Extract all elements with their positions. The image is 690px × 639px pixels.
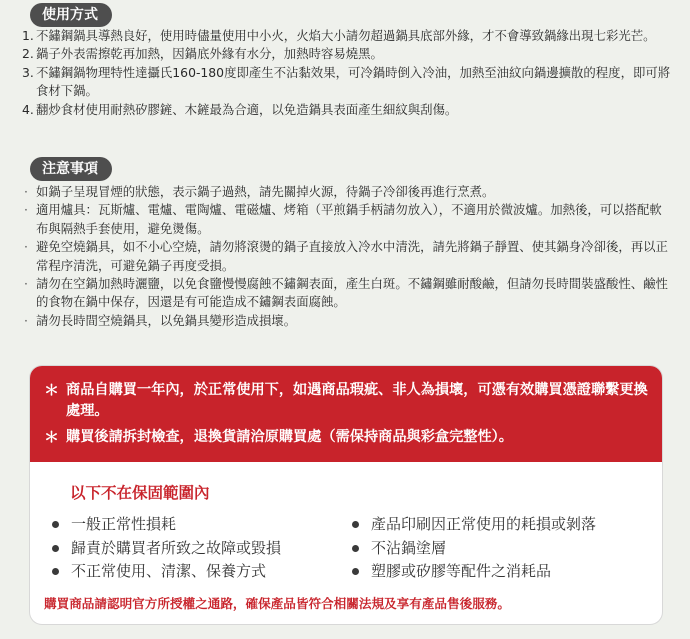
warranty-line <box>44 427 650 448</box>
usage-list <box>22 27 672 119</box>
list-text: 不鏽鋼鍋具導熱良好，使用時儘量使用中小火，火焰大小請勿超過鍋具底部外緣，才不會導致鍋緣出現七彩光芒。 <box>36 28 656 43</box>
list-item <box>22 101 672 119</box>
list-text: 避免空燒鍋具，如不小心空燒，請勿將滾燙的鍋子直接放入冷水中清洗，請先將鍋子靜置、使其鍋身冷卻後，再以正常程序清洗，可避免鍋子再度受損。 <box>36 239 668 273</box>
notes-list <box>22 183 672 330</box>
exclusion-text: 歸責於購買者所致之故障或毀損 <box>71 538 282 557</box>
bullet-icon <box>52 568 59 575</box>
exclusion-text: 一般正常性損耗 <box>71 515 177 533</box>
exclusions-list-right <box>352 513 596 584</box>
list-item <box>22 312 672 330</box>
list-item <box>52 560 281 584</box>
list-item <box>352 513 596 537</box>
authorized-channel-note: 購買商品請認明官方所授權之通路，確保產品皆符合相關法規及享有產品售後服務。 <box>44 596 510 611</box>
list-text: 不鏽鋼鍋物理特性達攝氏160-180度即產生不沾黏效果，可冷鍋時倒入冷油，加熱至油紋向鍋邊擴散的程度，即可將食材下鍋。 <box>36 64 671 99</box>
list-item <box>22 183 672 201</box>
bullet-icon <box>352 521 359 528</box>
exclusions-list-left <box>52 513 281 584</box>
usage-section-title: 使用方式 <box>30 3 112 27</box>
list-item <box>22 64 672 101</box>
list-marker: 2. <box>22 46 34 62</box>
exclusion-text: 不沾鍋塗層 <box>371 538 447 557</box>
list-item <box>22 45 672 63</box>
list-text: 適用爐具：瓦斯爐、電爐、電陶爐、電磁爐、烤箱（平煎鍋手柄請勿放入），不適用於微波爐。加熱後，可以搭配軟布與隔熱手套使用，避免燙傷。 <box>36 202 662 236</box>
list-item <box>22 238 672 275</box>
notes-section-title: 注意事項 <box>30 157 112 181</box>
bullet-marker: · <box>24 184 28 199</box>
bullet-marker: · <box>24 239 28 255</box>
bullet-marker: · <box>24 202 28 218</box>
warranty-banner <box>30 366 662 462</box>
warranty-text: 商品自購買一年內，於正常使用下，如遇商品瑕疵、非人為損壞，可憑有效購買憑證聯繫更換處理。 <box>66 382 648 419</box>
list-item <box>22 201 672 238</box>
list-text: 請勿長時間空燒鍋具，以免鍋具變形造成損壞。 <box>36 312 297 328</box>
list-item <box>22 27 672 45</box>
bullet-marker: · <box>24 312 28 328</box>
list-marker: 1. <box>22 28 34 43</box>
bullet-marker: · <box>24 276 28 292</box>
bullet-icon <box>352 568 359 575</box>
warranty-text: 購買後請拆封檢查，退換貨請洽原購買處（需保持商品與彩盒完整性）。 <box>66 429 513 445</box>
warranty-card <box>30 366 662 624</box>
list-text: 鍋子外表需擦乾再加熱，因鍋底外緣有水分，加熱時容易燒黑。 <box>36 46 383 62</box>
bullet-icon <box>52 521 59 528</box>
asterisk-icon: ＊ <box>44 381 60 399</box>
list-marker: 3. <box>22 64 34 80</box>
list-item <box>52 513 281 537</box>
list-item <box>52 537 281 561</box>
exclusion-text: 不正常使用、清潔、保養方式 <box>71 562 267 580</box>
list-marker: 4. <box>22 101 34 117</box>
list-text: 如鍋子呈現冒煙的狀態，表示鍋子過熱，請先關掉火源，待鍋子冷卻後再進行烹煮。 <box>36 184 495 199</box>
list-item <box>22 275 672 312</box>
list-text: 請勿在空鍋加熱時灑鹽，以免食鹽慢慢腐蝕不鏽鋼表面，產生白斑。不鏽鋼雖耐酸鹼，但請勿長時間裝盛酸性、鹼性的食物在鍋中保存，因還是有可能造成不鏽鋼表面腐蝕。 <box>36 276 668 310</box>
list-item <box>352 560 596 584</box>
exclusions-title: 以下不在保固範圍內 <box>70 484 210 502</box>
warranty-line <box>44 380 650 422</box>
exclusions-panel <box>30 462 662 611</box>
list-item <box>352 537 596 561</box>
bullet-icon <box>352 545 359 552</box>
list-text: 翻炒食材使用耐熱矽膠鏟、木鏟最為合適，以免造鍋具表面產生細紋與刮傷。 <box>36 101 458 117</box>
bullet-icon <box>52 545 59 552</box>
exclusion-text: 產品印刷因正常使用的耗損或剝落 <box>371 515 597 533</box>
exclusion-text: 塑膠或矽膠等配件之消耗品 <box>371 562 552 580</box>
asterisk-icon: ＊ <box>44 428 60 446</box>
